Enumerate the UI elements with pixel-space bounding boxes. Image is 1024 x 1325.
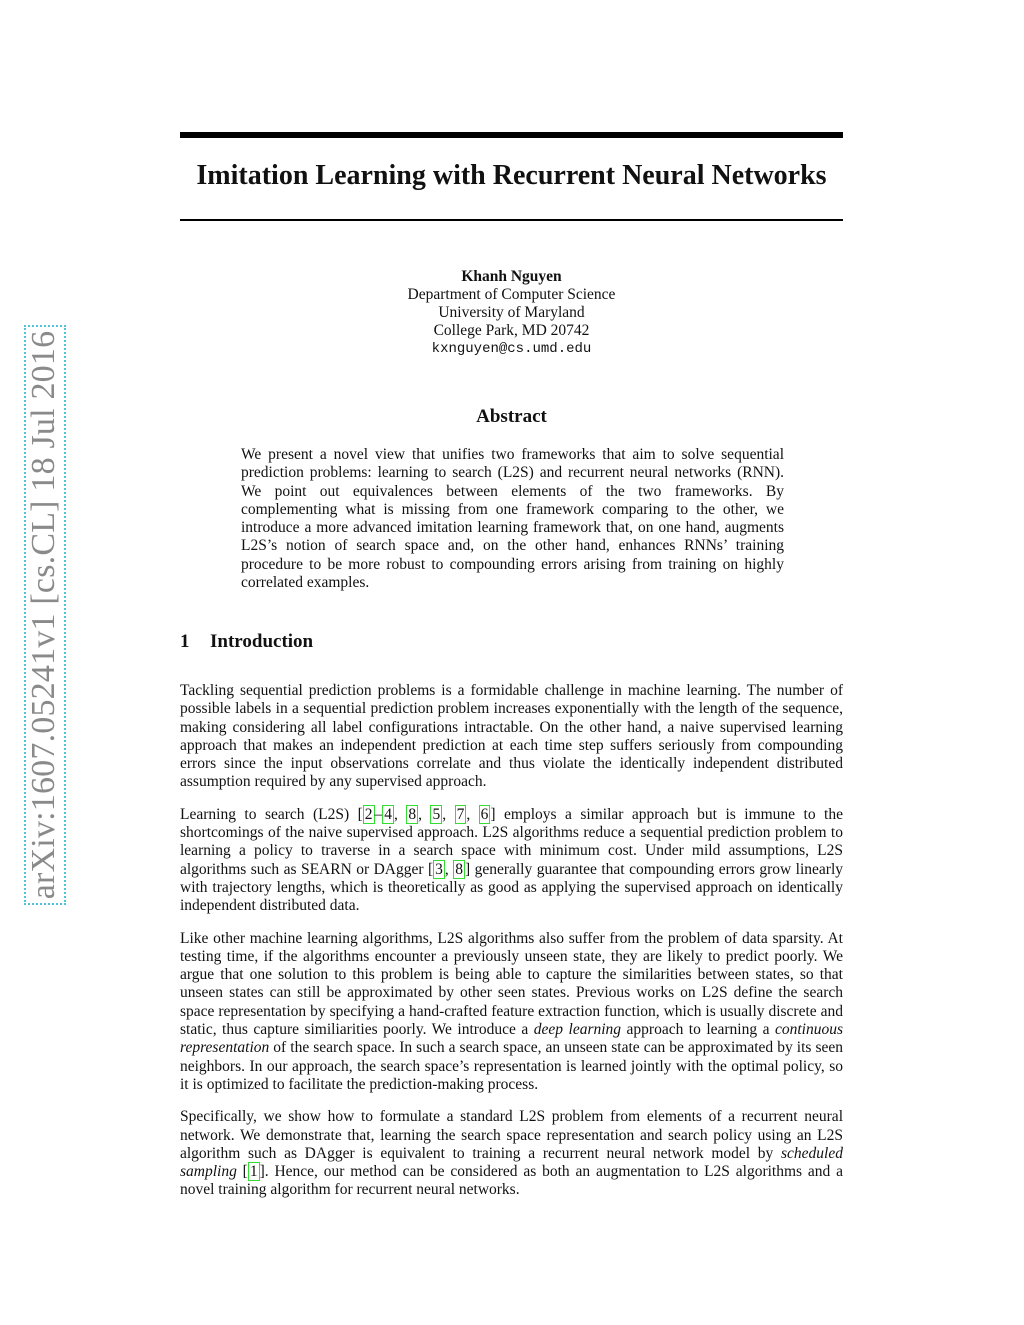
abstract-text: We present a novel view that unifies two frameworks that aim to solve sequential prediction problems: learning to search (L2S) and recurrent neural networks (RNN). We point out equivalences between elements of the two frameworks. By complementing what is missing from one framework comparing to the other, we introduce a more advanced imitation learning framework that, on one hand, augments L2S’s notion of search space and, on the other hand, enhances RNNs’ training procedure to be more robust to compounding errors arising from training on highly correlated examples. bbox=[241, 446, 784, 592]
arxiv-stamp: arXiv:1607.05241v1 [cs.CL] 18 Jul 2016 bbox=[24, 325, 66, 905]
text-run: Like other machine learning algorithms, L2S algorithms also suffer from the problem of data sparsity. At testing time, if the algorithms encounter a previously unseen state, they are likely to predict poorly. We argue that one solution to this problem is being able to capture the similarities between states, so that unseen states can still be approximated by other seen states. Previous works on L2S define the search space representation by specifying a hand-crafted feature extraction function, which is usually discrete and static, thus capture similiarities poorly. We introduce a bbox=[180, 929, 843, 1039]
text-run: – bbox=[374, 805, 383, 823]
author-block bbox=[180, 268, 843, 358]
paragraph-1: Tackling sequential prediction problems is a formidable challenge in machine learning. The number of possible labels in a sequential prediction problem increases exponentially with the length of the sequence, making considering all label configurations intractable. On the other hand, a naive supervised learning approach that makes an independent prediction at each time step suffers seriously from compounding errors since the input observations correlate and thus violate the identically independent distributed assumption required by any supervised approach. bbox=[180, 682, 843, 791]
author-email: kxnguyen@cs.umd.edu bbox=[431, 341, 592, 357]
emphasis: deep learning bbox=[533, 1021, 622, 1039]
citation-link[interactable]: 4 bbox=[384, 805, 393, 823]
citation-link[interactable]: 8 bbox=[408, 805, 417, 823]
text-run: of the search space. In such a search space, an unseen state can be approximated by its seen neighbors. In our approach, the search space’s representation is learned jointly with the optimal policy, so it is optimized to facilitate the prediction-making process. bbox=[180, 1039, 843, 1093]
paragraph-2: Learning to search (L2S) [ 2 – 4 , 8 , 5 , 7 , 6 ] employs a similar approach but is immune to the shortcomings of the naive supervised approach. L2S algorithms reduce a sequential prediction problem to learning a policy to traverse in a search space with minimum cost. Under mild assumptions, L2S algorithms such as SEARN or DAgger [ 3 , 8 ] generally guarantee that compounding errors grow linearly with trajectory lengths, which is theoretically as good as applying the supervised approach on identically independent distributed data. bbox=[180, 805, 843, 915]
title-rule-bottom bbox=[180, 219, 843, 221]
author-university: University of Maryland bbox=[438, 304, 585, 321]
title-rule-top bbox=[180, 132, 843, 138]
author-name: Khanh Nguyen bbox=[461, 268, 562, 285]
citation-link[interactable]: 6 bbox=[480, 805, 489, 823]
text-run: approach to learning a bbox=[621, 1021, 775, 1039]
abstract-heading: Abstract bbox=[476, 406, 547, 427]
emphasis: scheduled sampling bbox=[180, 1144, 843, 1181]
emphasis: continuous representation bbox=[180, 1021, 843, 1057]
text-run: Specifically, we show how to formulate a standard L2S problem from elements of a recurrent neural network. We demonstrate that, learning the search space representation and search policy using an L2S algorithm such as DAgger is equivalent to training a recurrent neural network model by bbox=[180, 1108, 843, 1162]
paper-title: Imitation Learning with Recurrent Neural Networks bbox=[196, 160, 827, 191]
author-department: Department of Computer Science bbox=[407, 286, 616, 303]
paragraph-3 bbox=[180, 930, 843, 1095]
citation-link[interactable]: 8 bbox=[455, 860, 463, 878]
text-run: ] generally guarantee that compounding errors grow linearly with trajectory lengths, which is theoretically as good as applying the supervised approach on identically independent distributed data. bbox=[180, 860, 843, 915]
section-heading bbox=[180, 631, 313, 653]
text-run: Learning to search (L2S) [ bbox=[180, 805, 363, 823]
section-number: 1 bbox=[180, 631, 190, 652]
body-text bbox=[180, 682, 843, 1214]
citation-link[interactable]: 7 bbox=[456, 805, 465, 823]
citation-link[interactable]: 1 bbox=[249, 1163, 258, 1181]
paragraph-4 bbox=[180, 1108, 843, 1199]
text-run: [ bbox=[236, 1163, 248, 1181]
citation-link[interactable]: 2 bbox=[364, 805, 373, 823]
text-run: ]. Hence, our method can be considered as both an augmentation to L2S algorithms and a novel training algorithm for recurrent neural networks. bbox=[180, 1163, 843, 1199]
section-title: Introduction bbox=[210, 631, 314, 652]
text-run: ] employs a similar approach but is immune to the shortcomings of the naive supervised approach. L2S algorithms reduce a sequential prediction problem to learning a policy to traverse in a search space with minimum cost. Under mild assumptions, L2S algorithms such as SEARN or DAgger [ bbox=[180, 805, 843, 878]
citation-link[interactable]: 3 bbox=[435, 860, 443, 878]
citation-link[interactable]: 5 bbox=[432, 805, 441, 823]
author-location: College Park, MD 20742 bbox=[433, 322, 590, 339]
